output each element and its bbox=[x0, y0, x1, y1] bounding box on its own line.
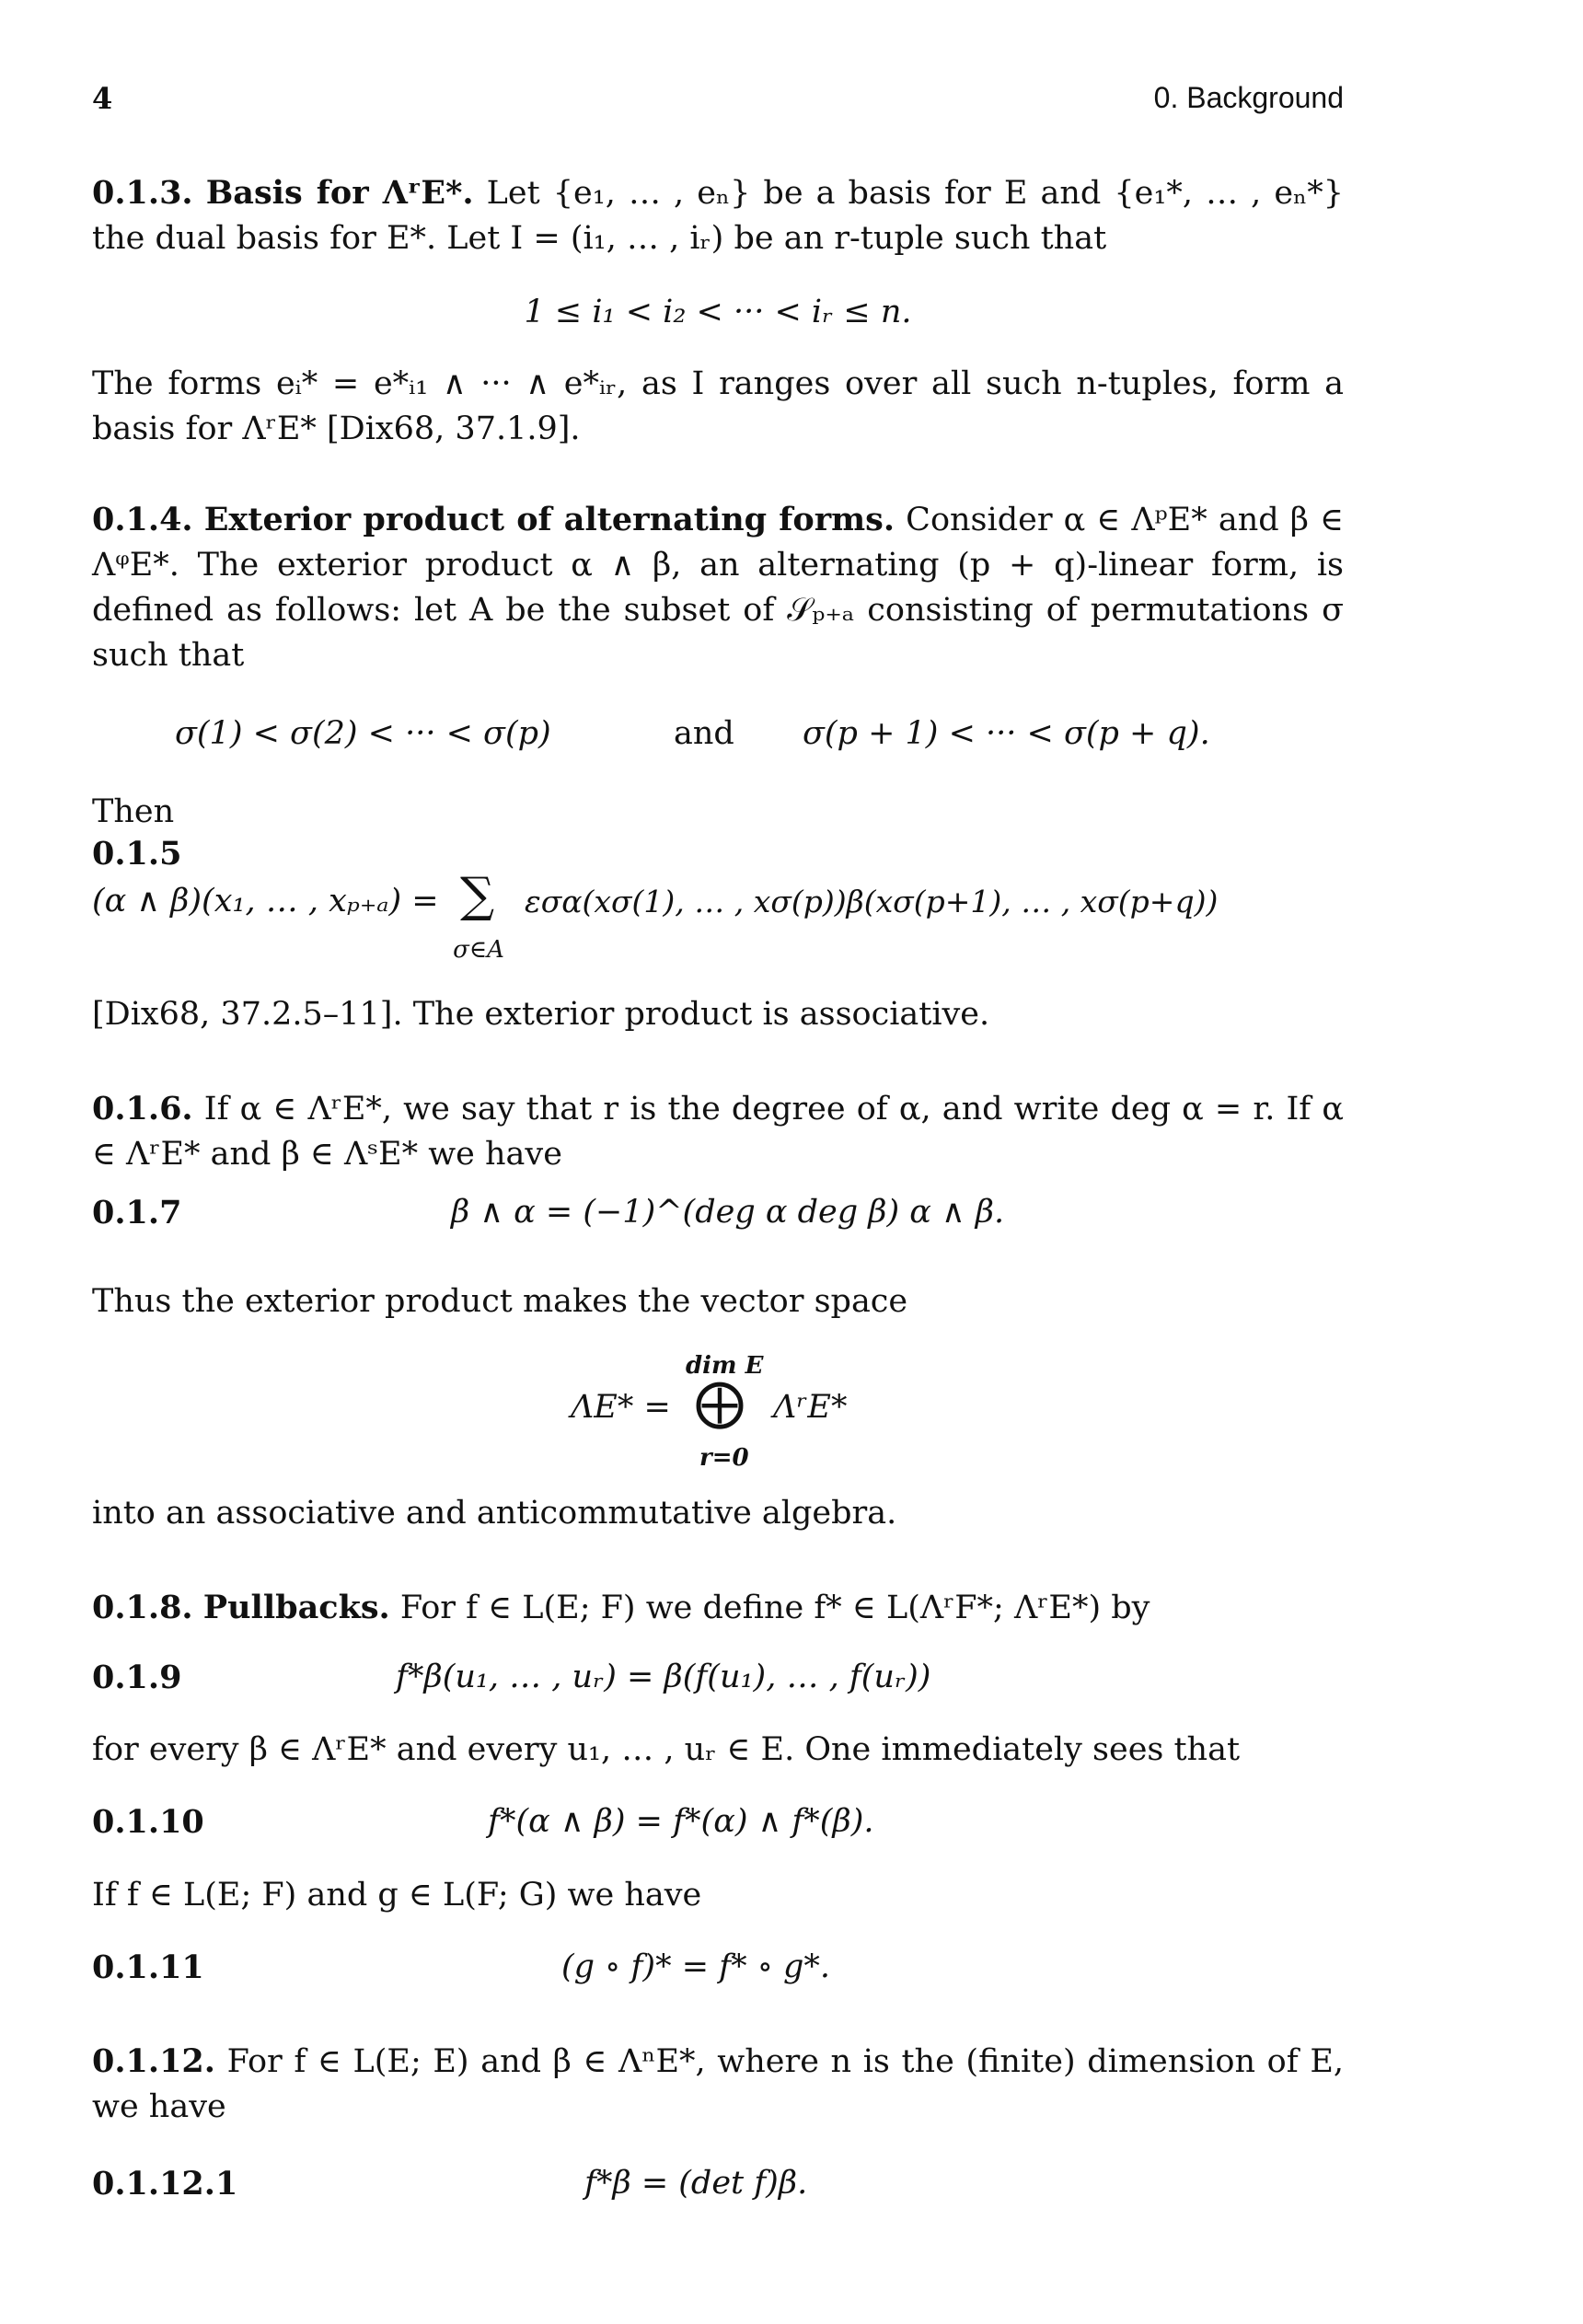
section-title: Exterior product of alternating forms. bbox=[203, 501, 895, 538]
direct-sum-sign: ⨁ bbox=[695, 1373, 745, 1431]
equation-label: 0.1.12.1 bbox=[92, 2165, 238, 2203]
equation-body: f*β = (det f)β. bbox=[584, 2165, 808, 2202]
section-text: For f ∈ L(E; F) we define f* ∈ L(ΛʳF*; ΛʳE*) by bbox=[389, 1590, 1150, 1626]
page-header bbox=[92, 81, 1344, 127]
section-text: For f ∈ L(E; E) and β ∈ ΛⁿE*, where n is the (finite) dimension of E, we have bbox=[92, 2043, 1344, 2125]
equation-label: 0.1.10 bbox=[92, 1803, 204, 1841]
sum-lhs: ΛE* = bbox=[571, 1389, 671, 1426]
page bbox=[92, 0, 1344, 2324]
word-then: Then bbox=[92, 793, 175, 830]
display-direct-sum bbox=[92, 1344, 1344, 1473]
page-number: 4 bbox=[92, 81, 113, 116]
section-label: 0.1.6. bbox=[92, 1090, 193, 1127]
equation-body: f*(α ∧ β) = f*(α) ∧ f*(β). bbox=[488, 1803, 874, 1840]
paragraph-thus: Thus the exterior product makes the vector space bbox=[92, 1283, 908, 1320]
condition-right: σ(p + 1) < ··· < σ(p + q). bbox=[803, 715, 1210, 752]
paragraph-algebra: into an associative and anticommutative algebra. bbox=[92, 1495, 897, 1532]
section-title: Basis for ΛʳE*. bbox=[205, 174, 474, 212]
condition-left: σ(1) < σ(2) < ··· < σ(p) bbox=[175, 715, 551, 752]
display-inequality: 1 ≤ i₁ < i₂ < ··· < iᵣ ≤ n. bbox=[524, 294, 912, 330]
summation-sign: ∑ bbox=[460, 868, 495, 923]
section-label: 0.1.8. bbox=[92, 1589, 193, 1626]
section-0-1-8 bbox=[92, 1585, 1344, 1631]
equation-body: f*β(u₁, … , uᵣ) = β(f(u₁), … , f(uᵣ)) bbox=[396, 1659, 931, 1695]
paragraph-composition: If f ∈ L(E; F) and g ∈ L(F; G) we have bbox=[92, 1877, 702, 1914]
condition-and: and bbox=[674, 715, 734, 752]
section-label: 0.1.4. bbox=[92, 501, 193, 538]
section-title: Pullbacks. bbox=[202, 1589, 390, 1626]
sum-rhs: ΛʳE* bbox=[773, 1389, 848, 1426]
section-0-1-3 bbox=[92, 170, 1344, 261]
equation-body: β ∧ α = (−1)^(deg α deg β) α ∧ β. bbox=[451, 1194, 1005, 1231]
section-text: Consider α ∈ ΛᵖE* and β ∈ ΛᵠE*. The exterior product α ∧ β, an alternating (p + q)-linear form, is defined as follows: let A be the subset of 𝒮ₚ₊ₐ consisting of permutations σ such that bbox=[92, 502, 1344, 674]
paragraph-basis-forms: The forms eᵢ* = e*ᵢ₁ ∧ ··· ∧ e*ᵢᵣ, as I ranges over all such n-tuples, form a basis for ΛʳE* [Dix68, 37.1.9]. bbox=[92, 365, 1344, 447]
section-0-1-4 bbox=[92, 497, 1344, 678]
running-title: 0. Background bbox=[1153, 81, 1344, 114]
paragraph-for-every: for every β ∈ ΛʳE* and every u₁, … , uᵣ ∈ E. One immediately sees that bbox=[92, 1731, 1241, 1768]
equation-label-0-1-5: 0.1.5 bbox=[92, 835, 182, 873]
equation-label: 0.1.9 bbox=[92, 1659, 182, 1696]
sum-lower-limit: r=0 bbox=[699, 1444, 749, 1472]
section-0-1-12 bbox=[92, 2039, 1344, 2130]
section-label: 0.1.3. bbox=[92, 174, 193, 212]
sum-upper-limit: dim E bbox=[686, 1352, 764, 1380]
section-0-1-6 bbox=[92, 1086, 1344, 1177]
section-label: 0.1.12. bbox=[92, 2042, 215, 2080]
equation-lhs: (α ∧ β)(x₁, … , xₚ₊ₐ) = bbox=[92, 883, 439, 919]
equation-rhs: εσα(xσ(1), … , xσ(p))β(xσ(p+1), … , xσ(p+q)) bbox=[525, 884, 1219, 919]
summation-index: σ∈A bbox=[453, 936, 504, 964]
section-text: If α ∈ ΛʳE*, we say that r is the degree of α, and write deg α = r. If α ∈ ΛʳE* and β ∈ ΛˢE* we have bbox=[92, 1091, 1344, 1173]
equation-label: 0.1.7 bbox=[92, 1194, 182, 1231]
equation-label: 0.1.11 bbox=[92, 1948, 204, 1986]
section-text: Let {e₁, … , eₙ} be a basis for E and {e₁*, … , eₙ*} the dual basis for E*. Let I = (i₁, … , iᵣ) be an r-tuple such that bbox=[92, 175, 1344, 257]
equation-body: (g ∘ f)* = f* ∘ g*. bbox=[561, 1948, 831, 1985]
paragraph-associative: [Dix68, 37.2.5–11]. The exterior product is associative. bbox=[92, 996, 990, 1033]
